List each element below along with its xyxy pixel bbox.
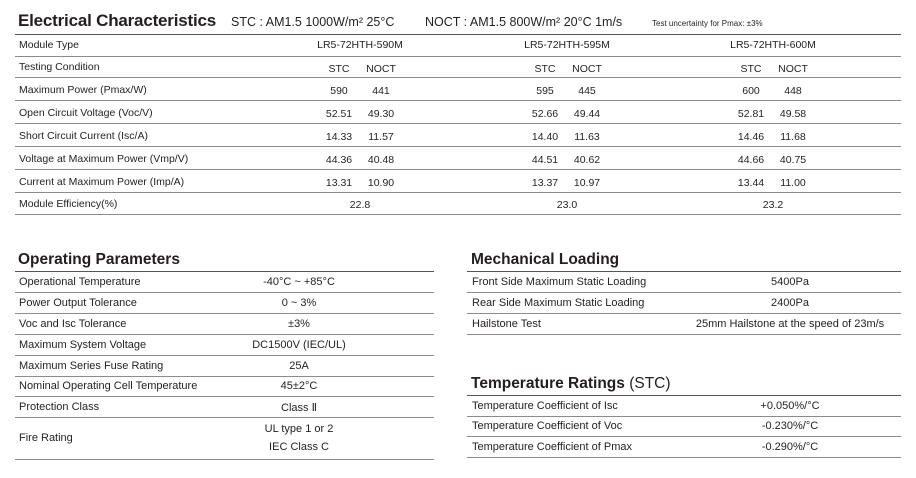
- noct-header: NOCT: [366, 63, 396, 75]
- value-cell: 40.75: [779, 154, 807, 166]
- param-value: 45±2°C: [280, 380, 318, 392]
- value-cell: 11.00: [780, 177, 806, 189]
- param-value: Class Ⅱ: [281, 402, 317, 414]
- row-label: Short Circuit Current (Isc/A): [19, 130, 148, 142]
- temp-label: Temperature Coefficient of Pmax: [472, 441, 632, 453]
- stc-condition: STC : AM1.5 1000W/m² 25°C: [231, 15, 395, 29]
- noct-condition: NOCT : AM1.5 800W/m² 20°C 1m/s: [425, 15, 623, 29]
- mech-value: 5400Pa: [771, 276, 809, 288]
- temperature-title-suffix: (STC): [629, 375, 671, 392]
- temp-value: -0.230%/°C: [761, 420, 819, 432]
- fire-rating-value-ul: UL type 1 or 2: [264, 423, 334, 435]
- mech-label: Hailstone Test: [472, 318, 541, 330]
- testing-condition-label: Testing Condition: [19, 61, 100, 73]
- value-cell: 44.51: [531, 154, 559, 166]
- value-cell: 448: [784, 85, 802, 97]
- param-label: Power Output Tolerance: [19, 297, 137, 309]
- param-label: Protection Class: [19, 401, 100, 413]
- stc-header: STC: [740, 63, 762, 75]
- param-label: Maximum System Voltage: [19, 339, 147, 351]
- efficiency-value: 23.2: [762, 199, 784, 211]
- efficiency-value: 23.0: [556, 199, 578, 211]
- param-label: Operational Temperature: [19, 276, 141, 288]
- temp-value: +0.050%/°C: [760, 400, 820, 412]
- stc-header: STC: [534, 63, 556, 75]
- value-cell: 49.58: [779, 108, 807, 120]
- value-cell: 52.66: [531, 108, 559, 120]
- model-name: LR5-72HTH-590M: [317, 39, 403, 51]
- value-cell: 590: [330, 85, 348, 97]
- noct-header: NOCT: [572, 63, 602, 75]
- value-cell: 13.44: [737, 177, 765, 189]
- value-cell: 49.30: [367, 108, 395, 120]
- mechanical-title: Mechanical Loading: [471, 251, 620, 268]
- param-value: DC1500V (IEC/UL): [252, 339, 346, 351]
- efficiency-label: Module Efficiency(%): [19, 198, 118, 210]
- value-cell: 10.97: [573, 177, 601, 189]
- value-cell: 52.51: [325, 108, 353, 120]
- value-cell: 14.46: [737, 131, 765, 143]
- row-label: Voltage at Maximum Power (Vmp/V): [19, 153, 189, 165]
- mech-value: 2400Pa: [771, 297, 809, 309]
- noct-header: NOCT: [778, 63, 808, 75]
- efficiency-value: 22.8: [349, 199, 371, 211]
- temperature-title: [471, 375, 671, 393]
- mech-label: Front Side Maximum Static Loading: [472, 276, 647, 288]
- param-value: 25A: [289, 360, 309, 372]
- param-label: Nominal Operating Cell Temperature: [19, 380, 198, 392]
- row-label: Open Circuit Voltage (Voc/V): [19, 107, 153, 119]
- param-label: Voc and Isc Tolerance: [19, 318, 127, 330]
- stc-header: STC: [328, 63, 350, 75]
- uncertainty-note: Test uncertainty for Pmax: ±3%: [652, 19, 763, 28]
- value-cell: 14.33: [325, 131, 353, 143]
- param-value: 0 ~ 3%: [281, 297, 317, 309]
- value-cell: 40.48: [367, 154, 395, 166]
- row-label: Maximum Power (Pmax/W): [19, 84, 147, 96]
- temp-value: -0.290%/°C: [761, 441, 819, 453]
- value-cell: 52.81: [737, 108, 765, 120]
- value-cell: 445: [578, 85, 596, 97]
- fire-rating-label: Fire Rating: [19, 432, 73, 444]
- param-label: Maximum Series Fuse Rating: [19, 360, 164, 372]
- value-cell: 49.44: [573, 108, 601, 120]
- value-cell: 44.36: [325, 154, 353, 166]
- row-label: Current at Maximum Power (Imp/A): [19, 176, 185, 188]
- temp-label: Temperature Coefficient of Isc: [472, 400, 618, 412]
- param-value: ±3%: [288, 318, 310, 330]
- value-cell: 14.40: [531, 131, 559, 143]
- model-name: LR5-72HTH-600M: [730, 39, 816, 51]
- operating-title: Operating Parameters: [18, 251, 180, 268]
- value-cell: 600: [742, 85, 760, 97]
- module-type-label: Module Type: [19, 39, 79, 51]
- value-cell: 11.57: [368, 131, 394, 143]
- value-cell: 11.63: [574, 131, 600, 143]
- value-cell: 44.66: [737, 154, 765, 166]
- electrical-title: Electrical Characteristics: [18, 11, 216, 30]
- value-cell: 40.62: [573, 154, 601, 166]
- mech-value: 25mm Hailstone at the speed of 23m/s: [695, 318, 885, 330]
- value-cell: 13.31: [325, 177, 353, 189]
- param-value: -40°C ~ +85°C: [263, 276, 335, 288]
- value-cell: 441: [372, 85, 390, 97]
- value-cell: 13.37: [531, 177, 559, 189]
- temp-label: Temperature Coefficient of Voc: [472, 420, 623, 432]
- model-name: LR5-72HTH-595M: [524, 39, 610, 51]
- value-cell: 595: [536, 85, 554, 97]
- value-cell: 10.90: [367, 177, 395, 189]
- mech-label: Rear Side Maximum Static Loading: [472, 297, 645, 309]
- value-cell: 11.68: [780, 131, 806, 143]
- temperature-title-text: Temperature Ratings: [471, 375, 625, 392]
- fire-rating-value-iec: IEC Class C: [269, 441, 329, 453]
